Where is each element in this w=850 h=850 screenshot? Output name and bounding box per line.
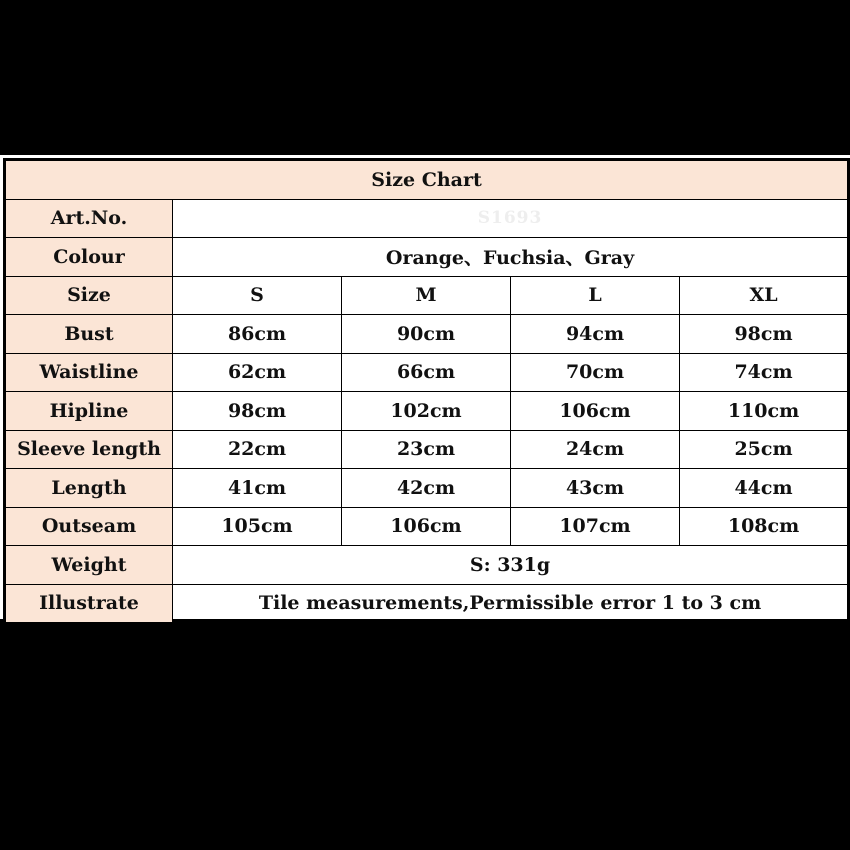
measurement-cell: 66cm bbox=[342, 353, 511, 392]
chart-title: Size Chart bbox=[5, 160, 849, 200]
measurement-cell: 23cm bbox=[342, 430, 511, 469]
weight-label: Weight bbox=[5, 546, 173, 585]
size-header-cell: XL bbox=[680, 276, 849, 315]
illustrate-value: Tile measurements,Permissible error 1 to 3 cm bbox=[173, 584, 849, 624]
measurement-cell: 25cm bbox=[680, 430, 849, 469]
colour-row bbox=[5, 238, 849, 277]
title-row bbox=[5, 160, 849, 200]
art-no-row bbox=[5, 199, 849, 238]
measurement-cell: 106cm bbox=[511, 392, 680, 431]
weight-row bbox=[5, 546, 849, 585]
weight-value: S: 331g bbox=[173, 546, 849, 585]
illustrate-row bbox=[5, 584, 849, 624]
row-label: Bust bbox=[5, 315, 173, 354]
table-row bbox=[5, 392, 849, 431]
size-header-cell: L bbox=[511, 276, 680, 315]
row-label: Hipline bbox=[5, 392, 173, 431]
measurement-cell: 105cm bbox=[173, 507, 342, 546]
row-label: Sleeve length bbox=[5, 430, 173, 469]
size-chart-sheet bbox=[0, 155, 850, 619]
table-row bbox=[5, 507, 849, 546]
colour-label: Colour bbox=[5, 238, 173, 277]
table-row bbox=[5, 353, 849, 392]
measurement-cell: 107cm bbox=[511, 507, 680, 546]
measurement-cell: 98cm bbox=[680, 315, 849, 354]
size-row bbox=[5, 276, 849, 315]
size-chart-table bbox=[3, 158, 850, 625]
measurement-cell: 98cm bbox=[173, 392, 342, 431]
measurement-cell: 43cm bbox=[511, 469, 680, 508]
measurement-cell: 74cm bbox=[680, 353, 849, 392]
size-header-cell: M bbox=[342, 276, 511, 315]
size-label: Size bbox=[5, 276, 173, 315]
measurement-cell: 102cm bbox=[342, 392, 511, 431]
measurement-cell: 70cm bbox=[511, 353, 680, 392]
row-label: Length bbox=[5, 469, 173, 508]
illustrate-label: Illustrate bbox=[5, 584, 173, 624]
art-no-value: S1693 bbox=[173, 199, 849, 238]
table-row bbox=[5, 430, 849, 469]
row-label: Waistline bbox=[5, 353, 173, 392]
size-header-cell: S bbox=[173, 276, 342, 315]
measurement-cell: 94cm bbox=[511, 315, 680, 354]
colour-value: Orange、Fuchsia、Gray bbox=[173, 238, 849, 277]
measurement-cell: 44cm bbox=[680, 469, 849, 508]
measurement-cell: 24cm bbox=[511, 430, 680, 469]
table-row bbox=[5, 315, 849, 354]
table-row bbox=[5, 469, 849, 508]
measurement-cell: 86cm bbox=[173, 315, 342, 354]
measurement-cell: 106cm bbox=[342, 507, 511, 546]
measurement-cell: 90cm bbox=[342, 315, 511, 354]
measurement-cell: 108cm bbox=[680, 507, 849, 546]
measurement-cell: 22cm bbox=[173, 430, 342, 469]
measurement-cell: 62cm bbox=[173, 353, 342, 392]
measurement-cell: 41cm bbox=[173, 469, 342, 508]
art-no-label: Art.No. bbox=[5, 199, 173, 238]
measurement-cell: 110cm bbox=[680, 392, 849, 431]
row-label: Outseam bbox=[5, 507, 173, 546]
measurement-cell: 42cm bbox=[342, 469, 511, 508]
